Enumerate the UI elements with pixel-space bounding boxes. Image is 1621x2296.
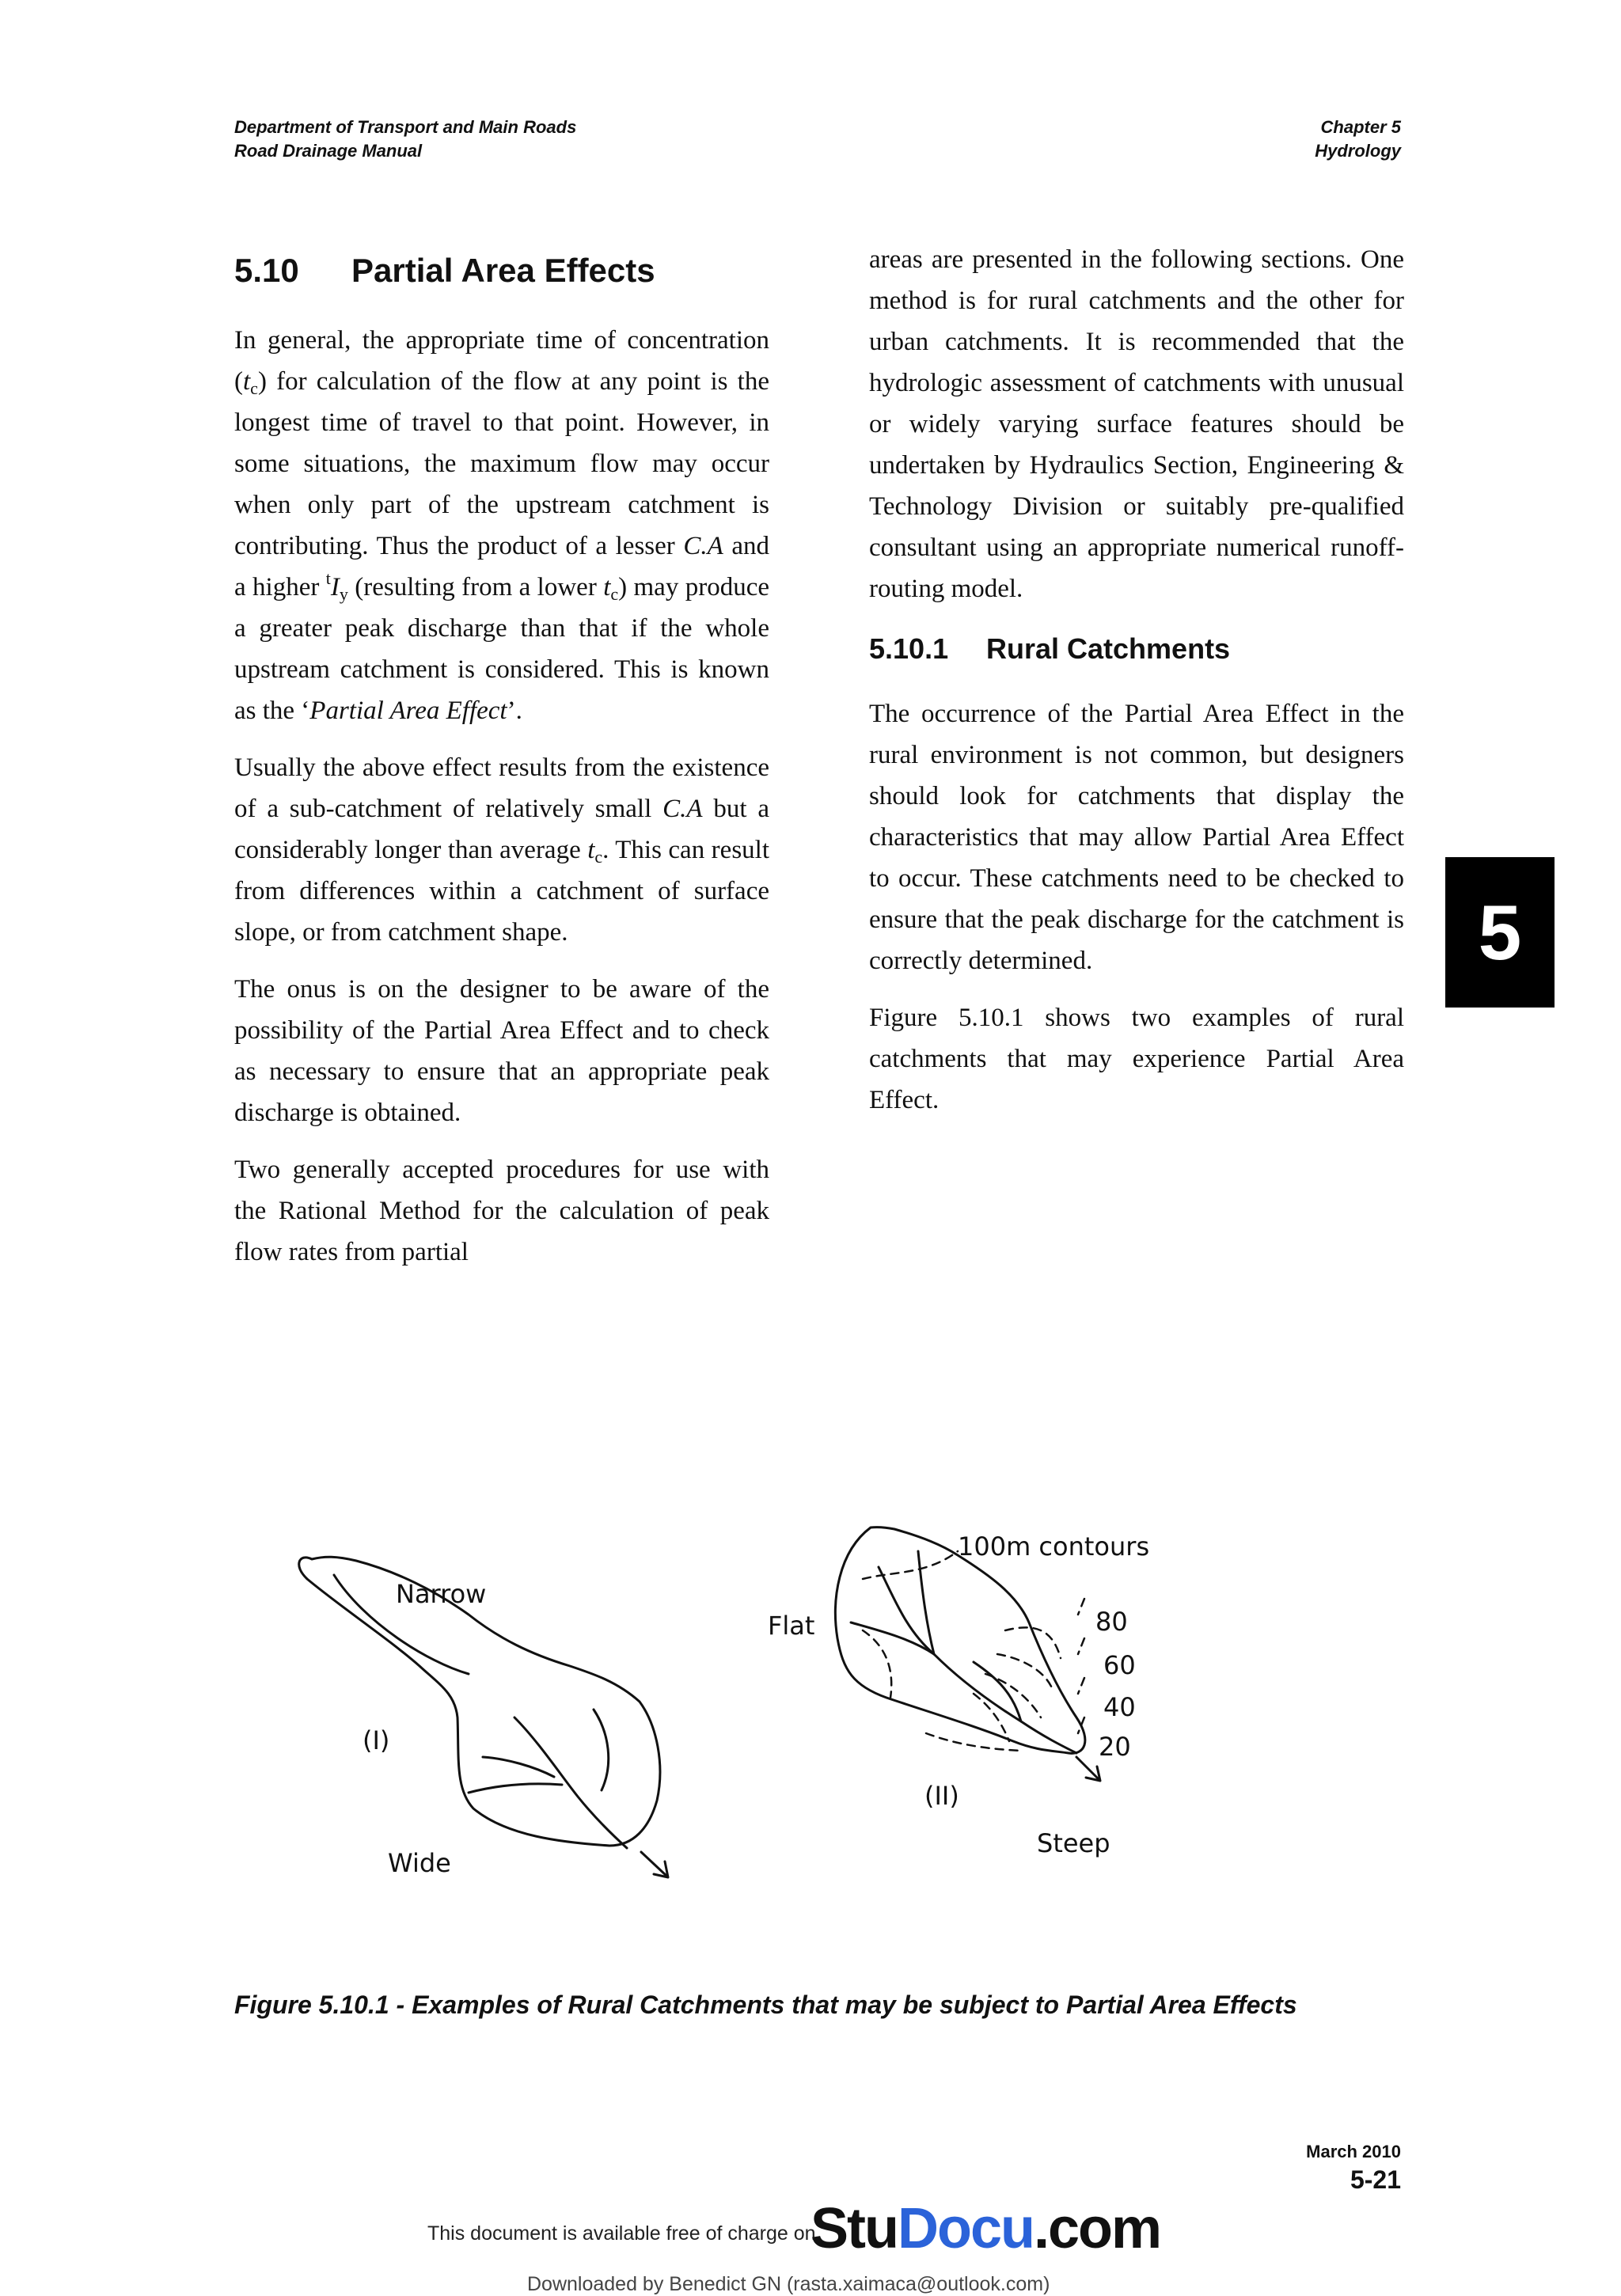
subsection-title: Rural Catchments	[986, 632, 1231, 665]
catchment-ii-stream-west	[851, 1622, 934, 1654]
label-wide: Wide	[388, 1848, 451, 1878]
contour-line-north	[863, 1551, 958, 1579]
label-contours: 100m contours	[958, 1531, 1150, 1562]
subsection-heading	[869, 632, 1404, 666]
contour-line-40	[985, 1674, 1041, 1717]
label-contour-20: 20	[1099, 1732, 1131, 1762]
studocu-availability-text: This document is available free of charge on	[427, 2222, 816, 2245]
footer-page-number: 5-21	[1350, 2165, 1401, 2194]
flow-arrow-i-shaft	[641, 1852, 666, 1876]
catchment-ii-stream-main	[879, 1567, 1076, 1753]
header-right	[1315, 116, 1401, 163]
section-heading	[234, 252, 769, 290]
studocu-logo-part-a: Stu	[810, 2197, 898, 2260]
subsection-number: 5.10.1	[869, 632, 949, 665]
section-title: Partial Area Effects	[351, 252, 655, 289]
section-number: 5.10	[234, 252, 299, 289]
catchment-i-stream-branch-a	[469, 1784, 562, 1793]
contour-ticks-east	[1078, 1599, 1084, 1733]
paragraph-time-of-concentration: In general, the appropriate time of concentration $(t_c)$ for calculation of the flow at any point is the longest time of travel to that point. However, in some situations, the maximum flow may occur when only part of the upstream catchment is contributing. Thus the product of a lesser C.A and a higher $^tI_y$ (resulting from a lower $t_c$) may produce a greater peak discharge than that if the whole upstream catchment is considered. This is known as the ‘Partial Area Effect’.	[234, 326, 770, 725]
paragraph-sub-catchment: Usually the above effect results from the existence of a sub-catchment of relatively small C.A but a considerably longer than average $t_c$. This can result from differences within a catchment of surface slope, or from catchment shape.	[234, 753, 769, 947]
header-chapter: Chapter 5	[1320, 117, 1401, 137]
footer-date: March 2010	[1306, 2142, 1401, 2161]
studocu-logo-part-c: .com	[1033, 2197, 1161, 2260]
header-manual: Road Drainage Manual	[234, 141, 423, 161]
figure-drawing	[261, 1504, 1290, 1931]
label-contour-80: 80	[1095, 1607, 1128, 1637]
paragraph-partial-areas: areas are presented in the following sections. One method is for rural catchments and the other for urban catchments. It is recommended that the hydrologic assessment of catchments with unusual or widely varying surface features should be undertaken by Hydraulics Section, Engineering & Technology Division or suitably pre-qualified consultant using an appropriate numerical runoff-routing model.	[869, 245, 1404, 603]
figure-rural-catchments	[261, 1504, 1290, 1931]
catchment-ii-stream-southeast	[974, 1662, 1021, 1721]
catchment-i-stream-branch-c	[483, 1757, 554, 1777]
label-flat: Flat	[768, 1611, 815, 1641]
header-topic: Hydrology	[1315, 141, 1401, 161]
label-catchment-ii: (II)	[924, 1781, 959, 1811]
label-catchment-i: (I)	[363, 1725, 390, 1755]
studocu-logo[interactable]	[810, 2196, 1160, 2261]
contour-line-steep	[926, 1733, 1021, 1751]
left-column	[234, 239, 769, 1288]
downloaded-by-text: Downloaded by Benedict GN (rasta.xaimaca@outlook.com)	[527, 2273, 1050, 2295]
header-left	[234, 116, 576, 163]
studocu-logo-part-b: Docu	[897, 2197, 1034, 2260]
right-column	[869, 239, 1404, 1137]
chapter-tab: 5	[1445, 857, 1555, 1008]
paragraph-rural-occurrence: The occurrence of the Partial Area Effect in the rural environment is not common, but designers should look for catchments that display the characteristics that may allow Partial Area Effect to occur. These catchments need to be checked to ensure that the peak discharge for the catchment is correctly determined.	[869, 700, 1404, 975]
paragraph-onus: The onus is on the designer to be aware of the possibility of the Partial Area Effect and to check as necessary to ensure that an appropriate peak discharge is obtained.	[234, 975, 769, 1127]
catchment-i-stream-branch-b	[594, 1710, 609, 1790]
catchment-ii-drawing	[835, 1528, 1100, 1781]
flow-arrow-ii-shaft	[1076, 1757, 1099, 1779]
paragraph-figure-reference: Figure 5.10.1 shows two examples of rural catchments that may experience Partial Area Effect.	[869, 1004, 1404, 1114]
label-contour-40: 40	[1103, 1692, 1136, 1722]
label-steep: Steep	[1037, 1828, 1110, 1858]
paragraph-procedures: Two generally accepted procedures for use with the Rational Method for the calculation of peak flow rates from partial	[234, 1156, 769, 1266]
label-narrow: Narrow	[396, 1579, 487, 1609]
figure-caption: Figure 5.10.1 - Examples of Rural Catchments that may be subject to Partial Area Effects	[234, 1990, 1297, 2019]
label-contour-60: 60	[1103, 1650, 1136, 1680]
contour-lines	[863, 1551, 1084, 1751]
header-department: Department of Transport and Main Roads	[234, 117, 577, 137]
